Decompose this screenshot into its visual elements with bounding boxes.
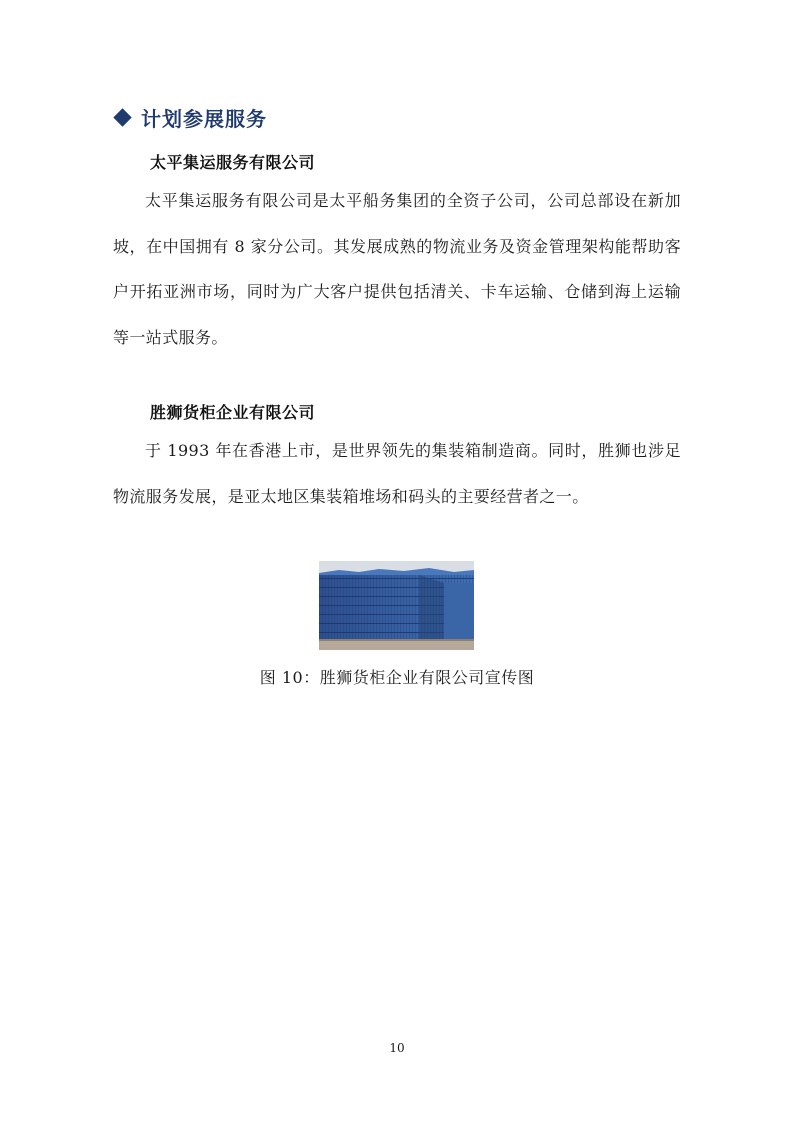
diamond-bullet-icon — [113, 108, 131, 126]
company-description-2: 于 1993 年在香港上市，是世界领先的集装箱制造商。同时，胜狮也涉足物流服务发展，是亚太地区集装箱堆场和码头的主要经营者之一。 — [113, 441, 681, 506]
company-heading-1: 太平集运服务有限公司 — [150, 153, 316, 172]
section-title — [113, 103, 267, 131]
section-title-text: 计划参展服务 — [141, 106, 267, 131]
figure-caption: 图 10：胜狮货柜企业有限公司宣传图 — [259, 668, 535, 687]
company-heading-2: 胜狮货柜企业有限公司 — [150, 403, 316, 422]
container-yard-photo — [319, 561, 474, 650]
company-description-1: 太平集运服务有限公司是太平船务集团的全资子公司，公司总部设在新加坡，在中国拥有 8 家分公司。其发展成熟的物流业务及资金管理架构能帮助客户开拓亚洲市场，同时为广大客户提供包括清关、卡车运输、仓储到海上运输等一站式服务。 — [113, 191, 681, 347]
page-number: 10 — [389, 1041, 405, 1055]
